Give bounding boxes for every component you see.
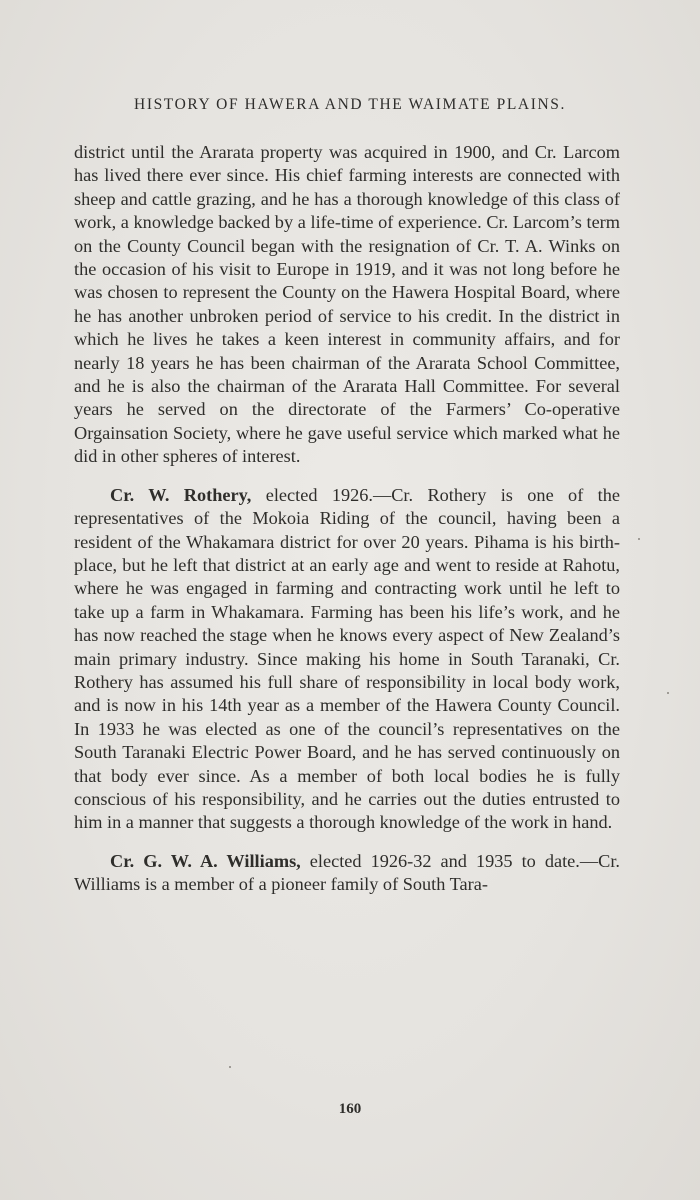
councillor-name: Cr. G. W. A. Williams, [110,850,301,871]
paragraph-larcom [74,141,620,469]
paper-speck [667,692,669,694]
page-number: 160 [338,1101,362,1117]
paragraph-text: elected 1926.—Cr. Rothery is one of the representatives of the Mokoia Riding of the council, having been a resident of the Whakamara district for over 20 years. Pihama is his birth-place, but he left that district at an early age and went to reside at Rahotu, where he was engaged in farming and contracting work until he left to take up a farm in Whakamara. Farming has been his life’s work, and he has now reached the stage when he knows every aspect of New Zealand’s main primary industry. Since making his home in South Taranaki, Cr. Rothery has assumed his full share of responsibility in local body work, and is now in his 14th year as a member of the Hawera County Council. In 1933 he was elected as one of the council’s representatives on the South Taranaki Electric Power Board, and he has served continuously on that body ever since. As a member of both local bodies he is fully conscious of his responsibility, and he carries out the duties entrusted to him in a manner that suggests a thorough knowledge of the work in hand. [74,484,620,833]
paragraph-williams [74,850,620,897]
paragraph-rothery [74,484,620,835]
paragraph-text: district until the Ararata property was acquired in 1900, and Cr. Larcom has lived there ever since. His chief farming interests are connected with sheep and cattle grazing, and he has a thorough knowledge of this class of work, a knowledge backed by a life-time of experience. Cr. Larcom’s term on the County Council began with the resignation of Cr. T. A. Winks on the occasion of his visit to Europe in 1919, and it was not long before he was chosen to represent the County on the Hawera Hospital Board, where he has another unbroken period of service to his credit. In the district in which he lives he takes a keen interest in community affairs, and for nearly 18 years he has been chairman of the Ararata School Committee, and he is also the chairman of the Ararata Hall Committee. For several years he served on the directorate of the Farmers’ Co-operative Orgainsation Society, where he gave useful service which marked what he did in other spheres of interest. [74,142,620,467]
body-text [74,141,620,897]
councillor-name: Cr. W. Rothery, [110,484,252,505]
running-head: HISTORY OF HAWERA AND THE WAIMATE PLAINS. [134,96,566,113]
paper-speck [229,1066,231,1068]
paper-speck [638,538,640,540]
paragraph-text: elected 1926-32 and 1935 to date.—Cr. Williams is a member of a pioneer family of South Tara- [74,850,620,895]
